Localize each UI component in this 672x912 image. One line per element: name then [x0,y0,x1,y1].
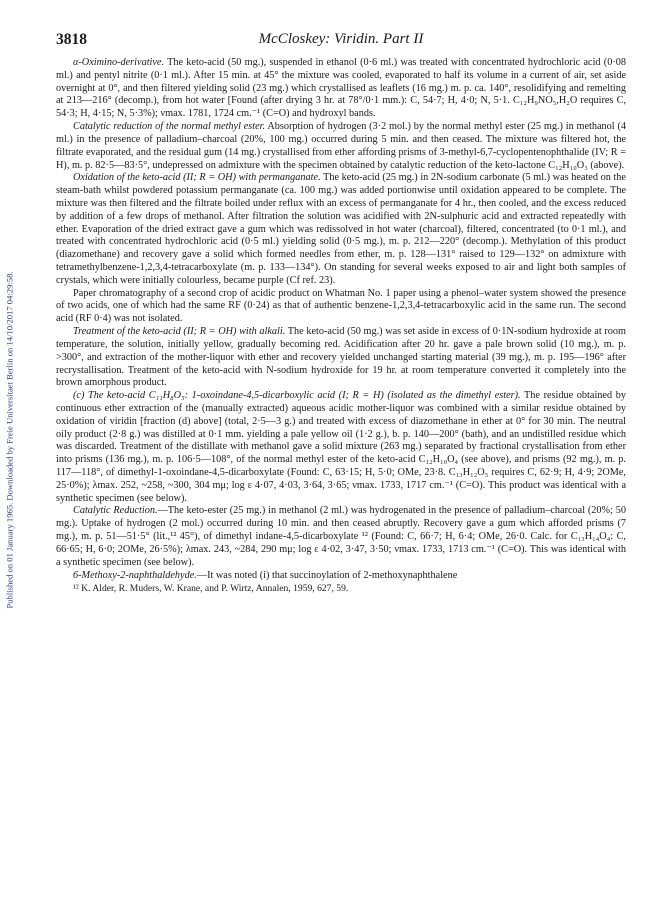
paragraph-lead: 6-Methoxy-2-naphthaldehyde. [73,569,197,581]
page-header [56,31,626,51]
paragraph-lead: Treatment of the keto-acid (II; R = OH) with alkali. [73,326,286,338]
paragraph-catalytic-reduction [56,505,626,569]
paragraph-lead: α-Oximino-derivative. [73,57,165,68]
paragraph-text: —It was noted (i) that succinoylation of 2-methoxynaphthalene [196,569,458,581]
paragraph-text: The residue obtained by continuous ether extraction of the (manually extracted) aqueous acidic mother-liquor was combined with a similar residue obtained by oxidation of viridin [fraction (d) above] (total, 2·5—3 g.) and treated with excess of diazomethane in ether at 0° for 30 min. The neutral oily product (2·8 g.) was distilled at 0·1 mm. yielding a pale yellow oil (1·2 g.), b. p. 140—200° (bath), and an undistilled residue which was discarded. Treatment of the distillate with methanol gave a solid mixture (263 mg.) separated by fractional crystallisation from ether into prisms (136 mg.), m. p. 106·5—108°, of the normal methyl ester of the keto-acid C₁₂H₁₀O₄ (see above), and prisms (92 mg.), m. p. 117—118°, of dimethyl-1-oxoindane-4,5-dicarboxylate (Found: C, 63·15; H, 5·0; OMe, 23·8. C₁₃H₁₂O₅ requires C, 62·9; H, 4·9; 2OMe, 25·0%); λmax. 252, ~258, ~300, 304 mμ; log ε 4·07, 4·03, 3·64, 3·65; νmax. 1733, 1717 cm.⁻¹ (C=O). This product was identical with a synthetic specimen (see below). [56,390,626,504]
page-number: 3818 [56,31,87,48]
paragraph-lead: Oxidation of the keto-acid (II; R = OH) with permanganate. [73,172,321,184]
paragraph-text: The keto-acid (25 mg.) in 2N-sodium carbonate (5 ml.) was heated on the steam-bath whilst powdered potassium permanganate (ca. 100 mg.) was added portionwise until oxidation appeared to be complete. The mixture was then filtered and the filtrate boiled under reflux with an excess of permanganate for 4 hr., then cooled, and the excess reduced by addition of a few drops of methanol. After filtration the solution was acidified with 2N-sulphuric acid and extracted repeatedly with ether. Evaporation of the dried extract gave a gum which was redissolved in hot water (charcoal), filtered, concentrated (to 0·1 ml.), and treated with concentrated hydrochloric acid (0·5 ml.) yielding solid (0·5 mg.), m. p. 212—220° (decomp.). Methylation of this product (diazomethane) and recovery gave a solid which formed needles from ether, m. p. 128—131° raised to 129—132° on admixture with tetramethylbenzene-1,2,3,4-tetracarboxylate (m. p. 133—134°). On standing for several weeks exposed to air and light both samples of crystals, which were initially colourless, became purple (Cf ref. 23). [56,172,626,286]
paragraph-permanganate-oxidation [56,172,626,287]
paragraph-catalytic-reduction-ester [56,121,626,172]
paragraph-oximino [56,57,626,121]
paragraph-paper-chromatography [56,288,626,326]
running-title: McCloskey: Viridin. Part II [258,31,424,47]
paragraph-lead: Catalytic Reduction. [73,505,158,517]
paragraph-lead: Catalytic reduction of the normal methyl ester. [73,121,266,133]
paragraph-lead: (c) The keto-acid C₁₁H₈O₅: 1-oxoindane-4,5-dicarboxylic acid (I; R = H) (isolated as the dimethyl ester). [73,390,521,402]
download-watermark [2,140,18,740]
paragraph-methoxy-naphthaldehyde [56,570,626,583]
footnote: ¹² K. Alder, R. Muders, W. Krane, and P. Wirtz, Annalen, 1959, 627, 59. [73,583,349,595]
paragraph-text: Absorption of hydrogen (3·2 mol.) by the normal methyl ester (25 mg.) in methanol (4 ml.) in the presence of palladium–charcoal (20%, 100 mg.) occurred during 5 min. and then ceased. The mixture was filtered hot, the filtrate evaporated, and the residual gum (14 mg.) crystallised from ether affording prisms of 3-methyl-6,7-cyclopentenophthalide (IV; R = H), m. p. 82·5—83·5°, undepressed on admixture with the specimen obtained by catalytic reduction of the keto-lactone C₁₂H₁₀O₃ (above). [56,121,626,171]
paragraph-alkali-treatment [56,326,626,390]
paragraph-text: The keto-acid (50 mg.) was set aside in excess of 0·1N-sodium hydroxide at room temperature, the solution, initially yellow, gradually becoming red. Acidification after 20 hr. gave a pale brown solid (10 mg.), m. p. >300°, and extraction of the mother-liquor with ether and recovery yielded unchanged starting material (39 mg.), m. p. 195—196° after recrystallisation. Treatment of the keto-acid with N-sodium hydroxide for 19 hr. at room temperature converted it completely into the brown amorphous product. [56,326,626,389]
paragraph-keto-acid-c [56,390,626,505]
paragraph-text: Paper chromatography of a second crop of acidic product on Whatman No. 1 paper using a phenol–water system showed the presence of two acids, one of which had the same RF (0·24) as that of authentic benzene-1,2,3,4-tetracarboxylic acid in the same run. The second acid (RF 0·4) was not isolated. [56,287,626,325]
download-notice: Published on 01 January 1965. Downloaded by Freie Universitaet Berlin on 14/10/2017 04:29:58. [5,271,15,609]
article-body [56,57,626,596]
paragraph-text: —The keto-ester (25 mg.) in methanol (2 ml.) was hydrogenated in the presence of palladium–charcoal (20%; 50 mg.). Uptake of hydrogen (2 mol.) occurred during 10 min. and then ceased abruptly. Recovery gave a gum which afforded prisms (7 mg.), m. p. 51—51·5° (lit.,¹² 45°), of dimethyl indane-4,5-dicarboxylate ¹² (Found: C, 66·7; H, 6·4; OMe, 26·0. Calc. for C₁₃H₁₄O₄: C, 66·65; H, 6·0; 2OMe, 26·5%); λmax. 243, ~284, 290 mμ; log ε 4·02, 3·47, 3·50; νmax. 1733, 1713 cm.⁻¹ (C=O). This was identical with a synthetic specimen (see below). [56,505,626,568]
paragraph-text: The keto-acid (50 mg.), suspended in ethanol (0·6 ml.) was treated with concentrated hydrochloric acid (0·08 ml.) and pentyl nitrite (0·1 ml.). After 15 min. at 45° the mixture was cooled, evaporated to half its volume in a current of air, set aside overnight at 0°, and then filtered yielding solid (23 mg.) which crystallised as leaflets (16 mg.) m. p. ca. 140°, resolidifying and remelting at 213—216° (decomp.), from hot water [Found (after drying 3 hr. at 78°/0·1 mm.): C, 54·7; H, 4·0; N, 5·1. C₁₂H₉NO₅,H₂O requires C, 54·3; H, 4·15; N, 5·3%); νmax. 1781, 1724 cm.⁻¹ (C=O) and hydroxyl bands. [56,57,626,120]
